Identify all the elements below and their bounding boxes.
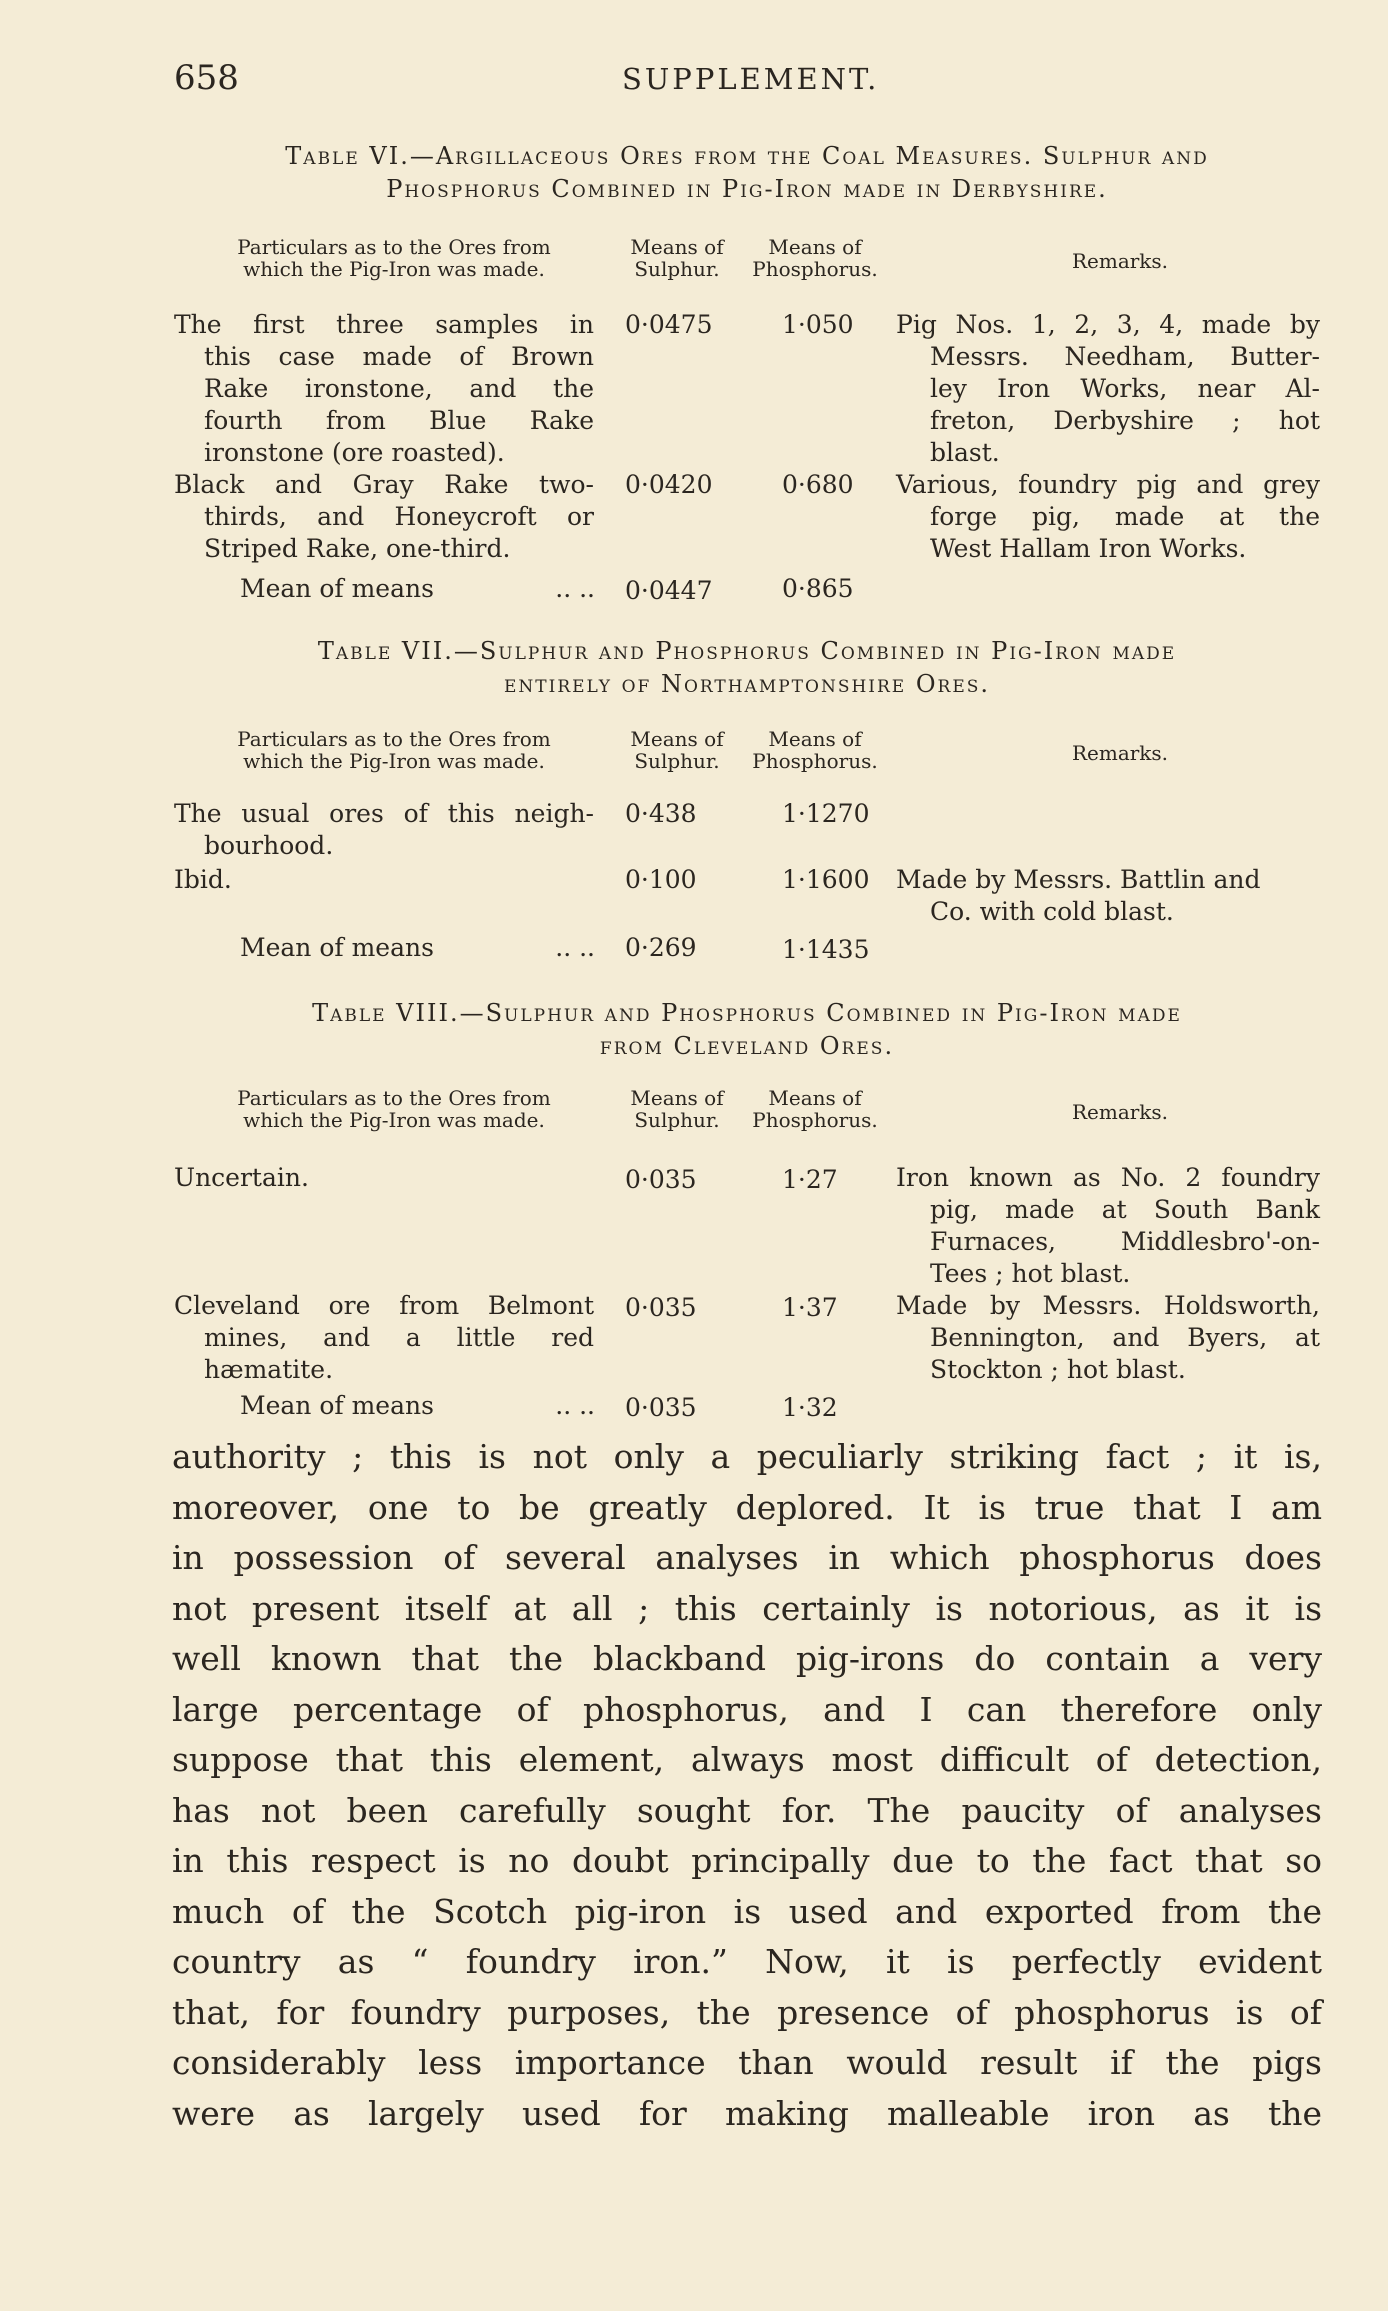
- col-head-sulphur: Means of Sulphur.: [630, 235, 724, 281]
- body-line: considerably less importance than would result if the pigs: [172, 2043, 1322, 2082]
- table-title-line: from Cleveland Ores.: [599, 1032, 895, 1060]
- sulphur-value: 0·100: [625, 865, 697, 894]
- running-head: [174, 58, 1320, 102]
- sulphur-value: 0·035: [625, 1165, 697, 1194]
- mean-of-means-row: [240, 573, 595, 605]
- table-row-particulars: The usual ores of this neigh- bourhood.: [174, 799, 594, 860]
- body-line: country as “ foundry iron.” Now, it is perfectly evident: [172, 1942, 1322, 1981]
- remarks-cell: Pig Nos. 1, 2, 3, 4, made by Messrs. Needham, Butter- ley Iron Works, near Al- freton, Derbyshire ; hot blast.: [896, 310, 1320, 467]
- col-head-particulars: Particulars as to the Ores from which the Pig-Iron was made.: [237, 1086, 551, 1132]
- table-row-particulars: Uncertain.: [174, 1163, 309, 1192]
- body-line: in this respect is no doubt principally due to the fact that so: [172, 1841, 1322, 1880]
- sulphur-value: 0·438: [625, 799, 697, 828]
- col-head-sulphur: Means of Sulphur.: [630, 727, 724, 773]
- body-line: moreover, one to be greatly deplored. It is true that I am: [172, 1487, 1322, 1527]
- table-row-particulars: Cleveland ore from Belmont mines, and a little red hæmatite.: [174, 1291, 594, 1384]
- sulphur-value: 0·035: [625, 1293, 697, 1322]
- sulphur-value: 0·0420: [625, 470, 713, 499]
- mean-sulphur-value: 0·035: [625, 1393, 697, 1422]
- table-title: [174, 140, 1320, 206]
- body-line: much of the Scotch pig-iron is used and exported from the: [172, 1891, 1322, 1931]
- phosphorus-value: 1·050: [782, 310, 854, 339]
- body-line: authority ; this is not only a peculiarly striking fact ; it is,: [172, 1437, 1322, 1476]
- mean-sulphur-value: 0·0447: [625, 576, 713, 605]
- leader-dots: .. ..: [555, 574, 595, 603]
- mean-sulphur-value: 0·269: [625, 933, 697, 962]
- mean-phosphorus-value: 1·32: [782, 1393, 838, 1422]
- phosphorus-value: 0·680: [782, 470, 854, 499]
- mean-of-means-row: [240, 932, 595, 964]
- mean-of-means-row: [240, 1390, 595, 1422]
- body-line: suppose that this element, always most difficult of detection,: [172, 1740, 1322, 1779]
- body-line: were as largely used for making malleable iron as the: [172, 2093, 1322, 2133]
- col-head-particulars: Particulars as to the Ores from which the Pig-Iron was made.: [237, 235, 551, 281]
- mean-label: Mean of means: [240, 933, 434, 962]
- col-head-phosphorus: Means of Phosphorus.: [752, 1086, 878, 1132]
- mean-label: Mean of means: [240, 574, 434, 603]
- table-title-line: Table VI.—Argillaceous Ores from the Coal Measures. Sulphur and: [285, 142, 1209, 170]
- col-head-phosphorus: Means of Phosphorus.: [752, 727, 878, 773]
- table-row-particulars: Ibid.: [174, 865, 232, 894]
- body-line: has not been carefully sought for. The paucity of analyses: [172, 1790, 1322, 1830]
- sulphur-value: 0·0475: [625, 310, 713, 339]
- body-line: well known that the blackband pig-irons do contain a very: [172, 1639, 1322, 1678]
- table-title-line: Table VIII.—Sulphur and Phosphorus Combined in Pig-Iron made: [312, 999, 1182, 1027]
- mean-phosphorus-value: 1·1435: [782, 935, 870, 964]
- col-head-remarks: Remarks.: [1071, 249, 1169, 273]
- table-title-line: Phosphorus Combined in Pig-Iron made in Derbyshire.: [386, 175, 1108, 203]
- table-title-line: Table VII.—Sulphur and Phosphorus Combined in Pig-Iron made: [317, 637, 1177, 665]
- col-head-remarks: Remarks.: [1071, 741, 1169, 765]
- leader-dots: .. ..: [555, 1391, 595, 1420]
- body-line: in possession of several analyses in which phosphorus does: [172, 1538, 1322, 1577]
- remarks-cell: Made by Messrs. Holdsworth, Bennington, and Byers, at Stockton ; hot blast.: [896, 1291, 1320, 1384]
- body-paragraph: [172, 1432, 1322, 2139]
- col-head-remarks: Remarks.: [1071, 1100, 1169, 1124]
- col-head-phosphorus: Means of Phosphorus.: [752, 235, 878, 281]
- remarks-cell: Various, foundry pig and grey forge pig, made at the West Hallam Iron Works.: [896, 470, 1320, 563]
- mean-label: Mean of means: [240, 1391, 434, 1420]
- leader-dots: .. ..: [555, 933, 595, 962]
- col-head-particulars: Particulars as to the Ores from which the Pig-Iron was made.: [237, 727, 551, 773]
- body-line: that, for foundry purposes, the presence of phosphorus is of: [172, 1992, 1322, 2032]
- table-title: [174, 635, 1320, 701]
- body-line: large percentage of phosphorus, and I can therefore only: [172, 1689, 1322, 1729]
- phosphorus-value: 1·1270: [782, 799, 870, 828]
- table-title: [174, 997, 1320, 1063]
- col-head-sulphur: Means of Sulphur.: [630, 1086, 724, 1132]
- table-title-line: entirely of Northamptonshire Ores.: [503, 670, 991, 698]
- remarks-cell: Iron known as No. 2 foundry pig, made at South Bank Furnaces, Middlesbro'-on- Tees ; hot blast.: [896, 1163, 1320, 1288]
- phosphorus-value: 1·27: [782, 1165, 838, 1194]
- running-title: SUPPLEMENT.: [622, 62, 880, 96]
- body-line: not present itself at all ; this certainly is notorious, as it is: [172, 1588, 1322, 1628]
- table-row-particulars: Black and Gray Rake two- thirds, and Honeycroft or Striped Rake, one-third.: [174, 470, 594, 563]
- page-number: 658: [174, 58, 239, 98]
- table-row-particulars: The first three samples in this case made of Brown Rake ironstone, and the fourth from Blue Rake ironstone (ore roasted).: [174, 310, 594, 467]
- phosphorus-value: 1·1600: [782, 865, 870, 894]
- phosphorus-value: 1·37: [782, 1293, 838, 1322]
- remarks-cell: Made by Messrs. Battlin and Co. with cold blast.: [896, 865, 1261, 926]
- mean-phosphorus-value: 0·865: [782, 574, 854, 603]
